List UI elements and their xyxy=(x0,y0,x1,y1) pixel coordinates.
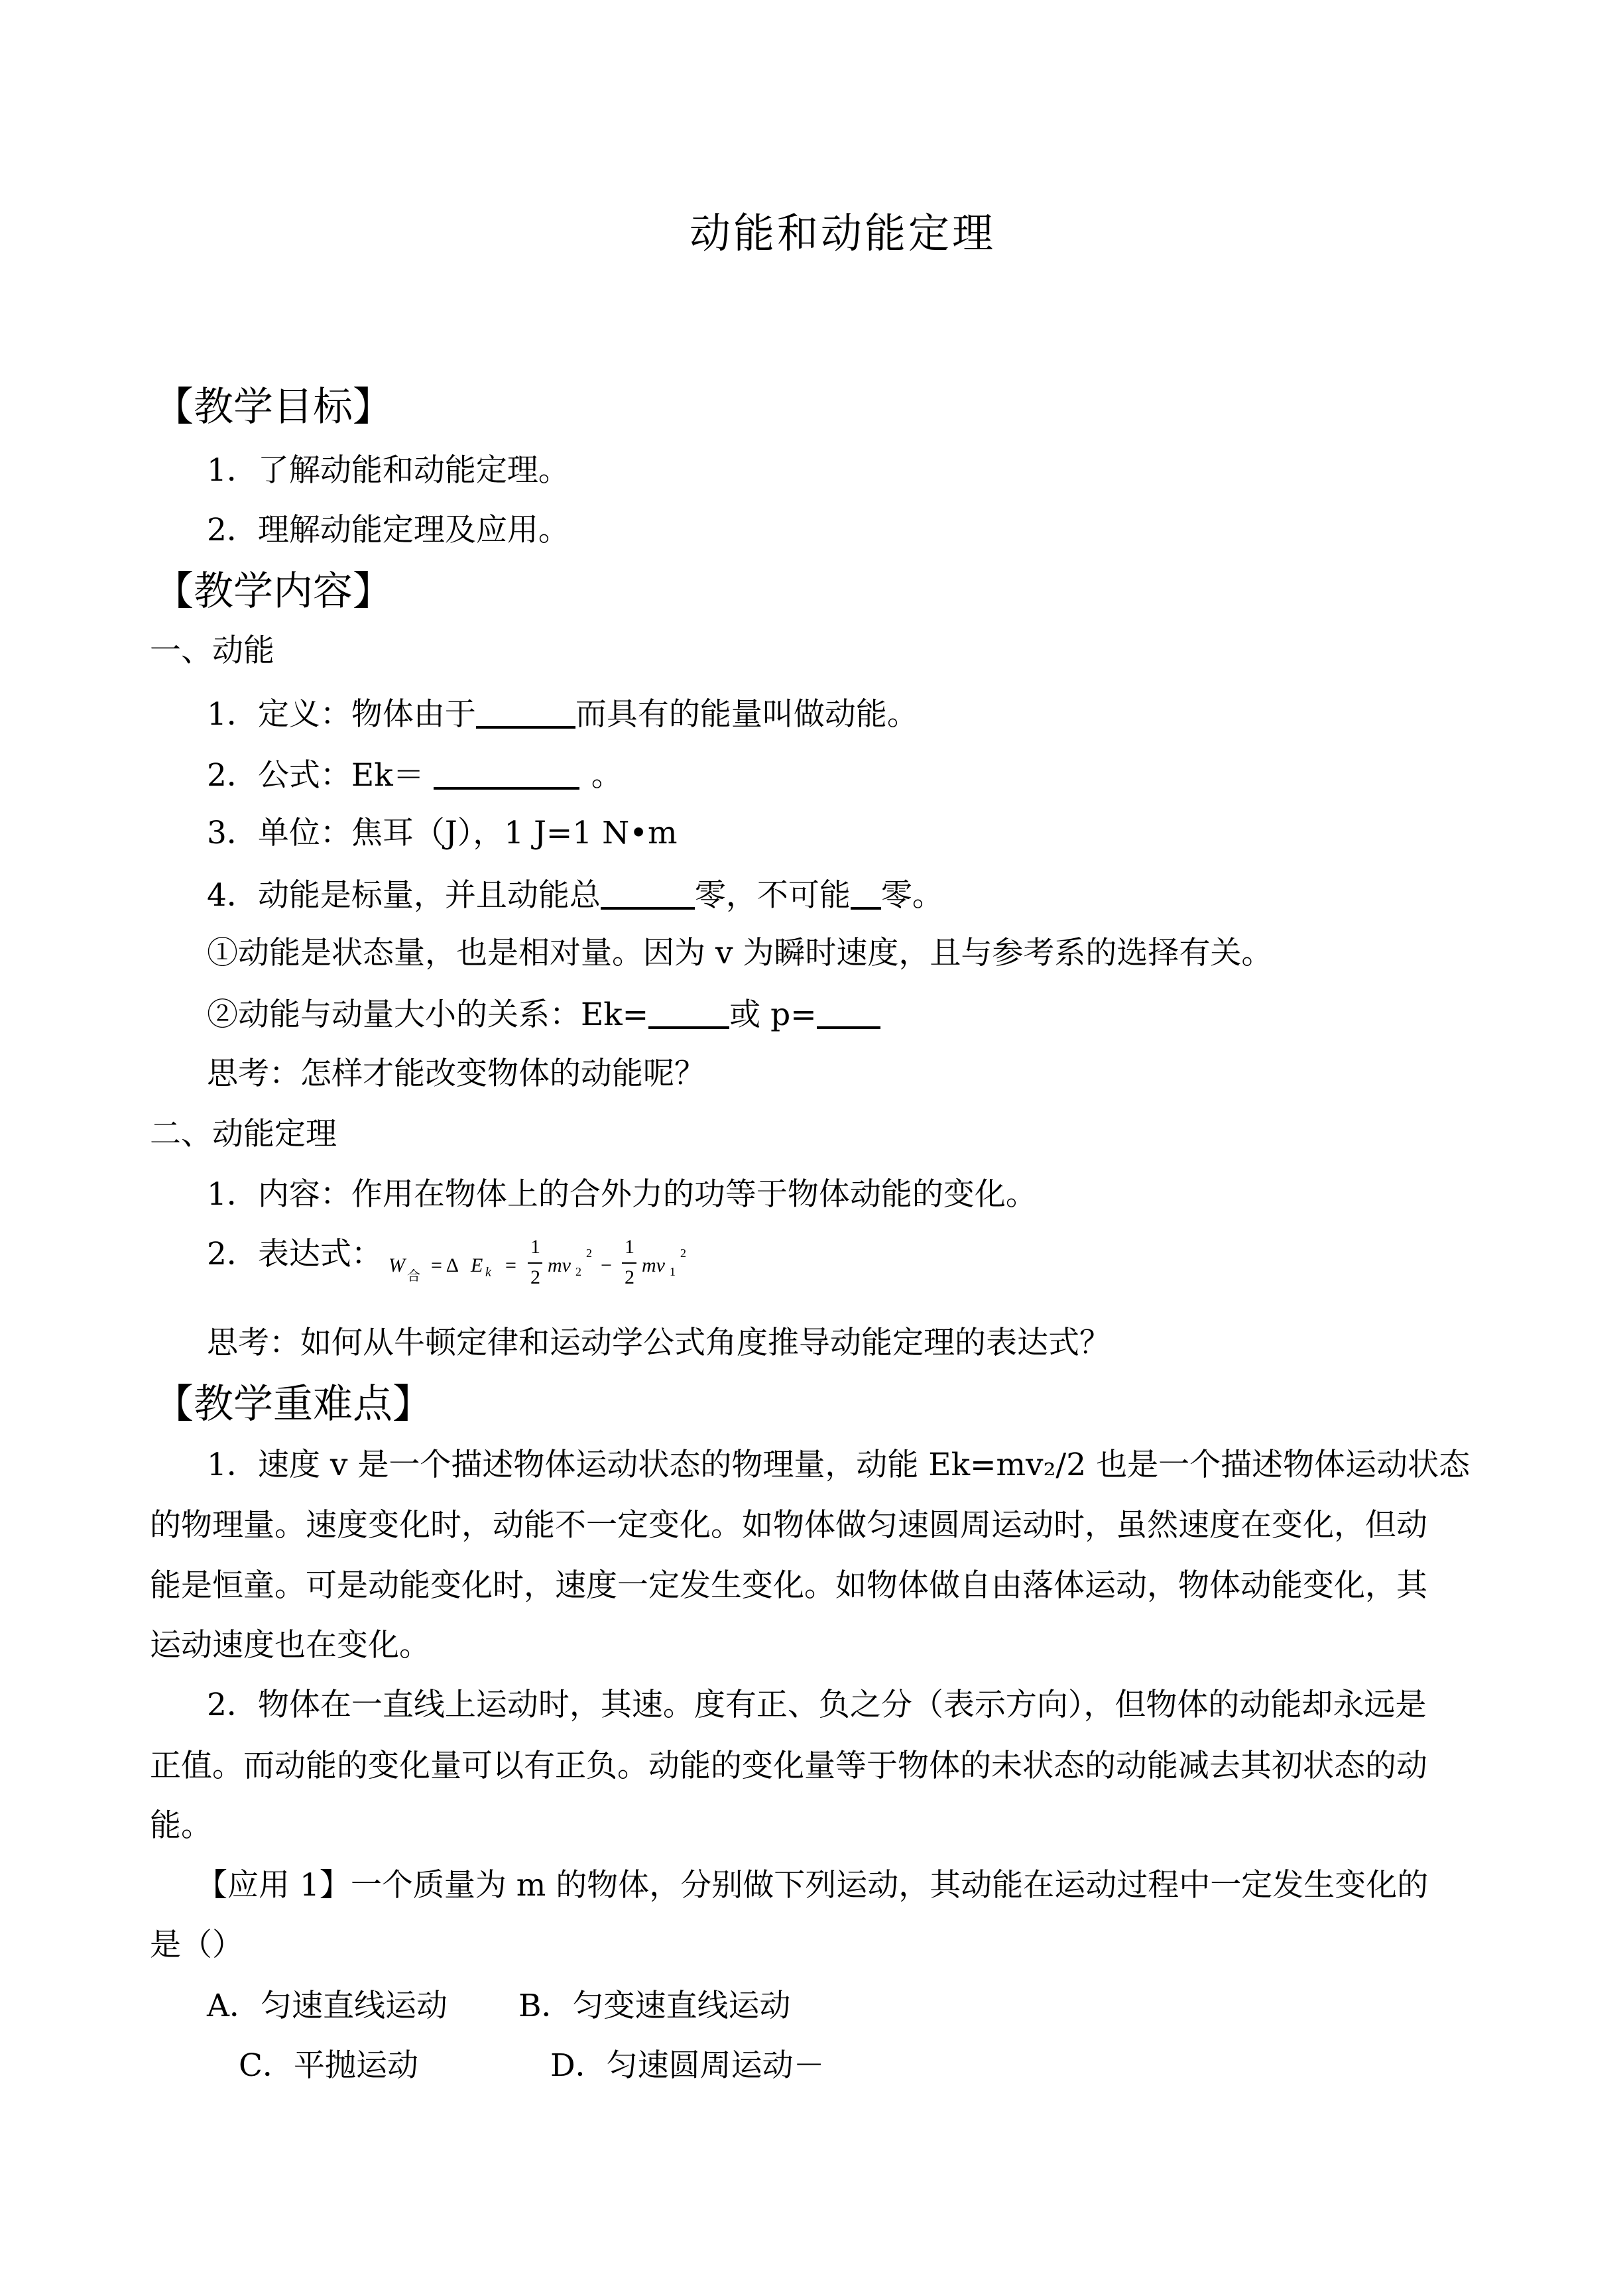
option-b: B．匀变速直线运动 xyxy=(518,1988,791,2024)
formula-w: W xyxy=(389,1254,405,1276)
difficulty-paragraph-2-line: 能。 xyxy=(150,1807,212,1844)
section1-heading: 一、动能 xyxy=(150,633,274,669)
objective-item: 1．了解动能和动能定理。 xyxy=(207,452,570,489)
scalar-text-c: 零。 xyxy=(880,877,943,914)
note2-text-b: 或 p= xyxy=(729,997,817,1033)
formula-sub-k: k xyxy=(485,1265,491,1280)
objectives-heading: 【教学目标】 xyxy=(154,384,392,430)
formula-line xyxy=(207,754,623,796)
formula-e: E xyxy=(471,1254,483,1276)
scalar-text-a: 4．动能是标量，并且动能总 xyxy=(207,877,601,914)
scalar-text-b: 零，不可能 xyxy=(694,877,851,914)
page-title: 动能和动能定理 xyxy=(690,209,996,257)
formula-sup2a: 2 xyxy=(586,1246,592,1260)
difficulty-paragraph-2-line: 正值。而动能的变化量可以有正负。动能的变化量等于物体的未状态的动能减去其初状态的动 xyxy=(150,1748,1427,1784)
formula-blank[interactable] xyxy=(434,754,579,790)
difficulty-paragraph-2-line: 2．物体在一直线上运动时，其速。度有正、负之分（表示方向），但物体的动能却永远是 xyxy=(207,1687,1427,1723)
difficulties-heading: 【教学重难点】 xyxy=(154,1381,432,1427)
formula-sub1: 1 xyxy=(670,1265,676,1278)
theorem-content: 1．内容：作用在物体上的合外力的功等于物体动能的变化。 xyxy=(207,1176,1037,1213)
scalar-blank-2[interactable] xyxy=(851,874,881,910)
fraction-bar xyxy=(528,1262,542,1264)
formula-minus: − xyxy=(601,1254,612,1276)
definition-text-b: 而具有的能量叫做动能。 xyxy=(575,696,918,733)
note2-text-a: ②动能与动量大小的关系：Ek= xyxy=(207,997,649,1033)
formula-sub-he: 合 xyxy=(407,1269,420,1284)
unit-line: 3．单位：焦耳（J），1 J=1 N•m xyxy=(207,815,678,851)
kinetic-energy-theorem-formula xyxy=(389,1233,733,1313)
think-question-2: 思考：如何从牛顿定律和运动学公式角度推导动能定理的表达式？ xyxy=(207,1325,1111,1361)
difficulty-paragraph-1-line: 1．速度 v 是一个描述物体运动状态的物理量，动能 Ek=mv₂/2 也是一个描述物体运动状态 xyxy=(207,1447,1471,1483)
objective-item: 2．理解动能定理及应用。 xyxy=(207,512,570,548)
difficulty-paragraph-1-line: 运动速度也在变化。 xyxy=(150,1627,430,1663)
option-d: D．匀速圆周运动－ xyxy=(550,2047,825,2084)
formula-mv2: mv xyxy=(548,1254,571,1276)
definition-line xyxy=(207,693,918,735)
formula-den2: 2 xyxy=(625,1266,634,1288)
content-heading: 【教学内容】 xyxy=(154,568,392,615)
fraction-bar xyxy=(622,1262,636,1264)
note-momentum-relation xyxy=(207,993,880,1035)
formula-den1: 2 xyxy=(530,1266,540,1288)
formula-text-b: 。 xyxy=(591,757,623,794)
definition-text-a: 1．定义：物体由于 xyxy=(207,696,476,733)
think-question-1: 思考：怎样才能改变物体的动能呢？ xyxy=(207,1056,705,1092)
p-blank[interactable] xyxy=(817,993,880,1029)
formula-sub2: 2 xyxy=(575,1265,581,1278)
option-c: C．平抛运动 xyxy=(239,2047,418,2084)
formula-mv1: mv xyxy=(642,1254,665,1276)
formula-text-a: 2．公式：Ek＝ xyxy=(207,757,424,794)
application-question-cont: 是（） xyxy=(150,1927,243,1963)
formula-num1: 1 xyxy=(530,1236,540,1258)
ek-blank[interactable] xyxy=(648,993,729,1029)
scalar-blank-1[interactable] xyxy=(601,874,695,910)
difficulty-paragraph-1-line: 能是恒童。可是动能变化时，速度一定发生变化。如物体做自由落体运动，物体动能变化，其 xyxy=(150,1567,1427,1604)
formula-sup2b: 2 xyxy=(680,1246,686,1260)
section2-heading: 二、动能定理 xyxy=(150,1116,337,1152)
note-state-quantity: ①动能是状态量，也是相对量。因为 v 为瞬时速度，且与参考系的选择有关。 xyxy=(207,935,1273,971)
definition-blank[interactable] xyxy=(476,693,575,729)
scalar-line xyxy=(207,874,943,916)
formula-eq1: = Δ xyxy=(431,1254,459,1276)
difficulty-paragraph-1-line: 的物理量。速度变化时，动能不一定变化。如物体做匀速圆周运动时，虽然速度在变化，但动 xyxy=(150,1507,1427,1543)
formula-eq2: = xyxy=(505,1254,516,1276)
option-a: A．匀速直线运动 xyxy=(207,1988,448,2024)
application-question: 【应用 1】一个质量为 m 的物体，分别做下列运动，其动能在运动过程中一定发生变化的 xyxy=(196,1867,1429,1903)
expression-label: 2．表达式： xyxy=(207,1236,383,1272)
formula-num2: 1 xyxy=(625,1236,634,1258)
